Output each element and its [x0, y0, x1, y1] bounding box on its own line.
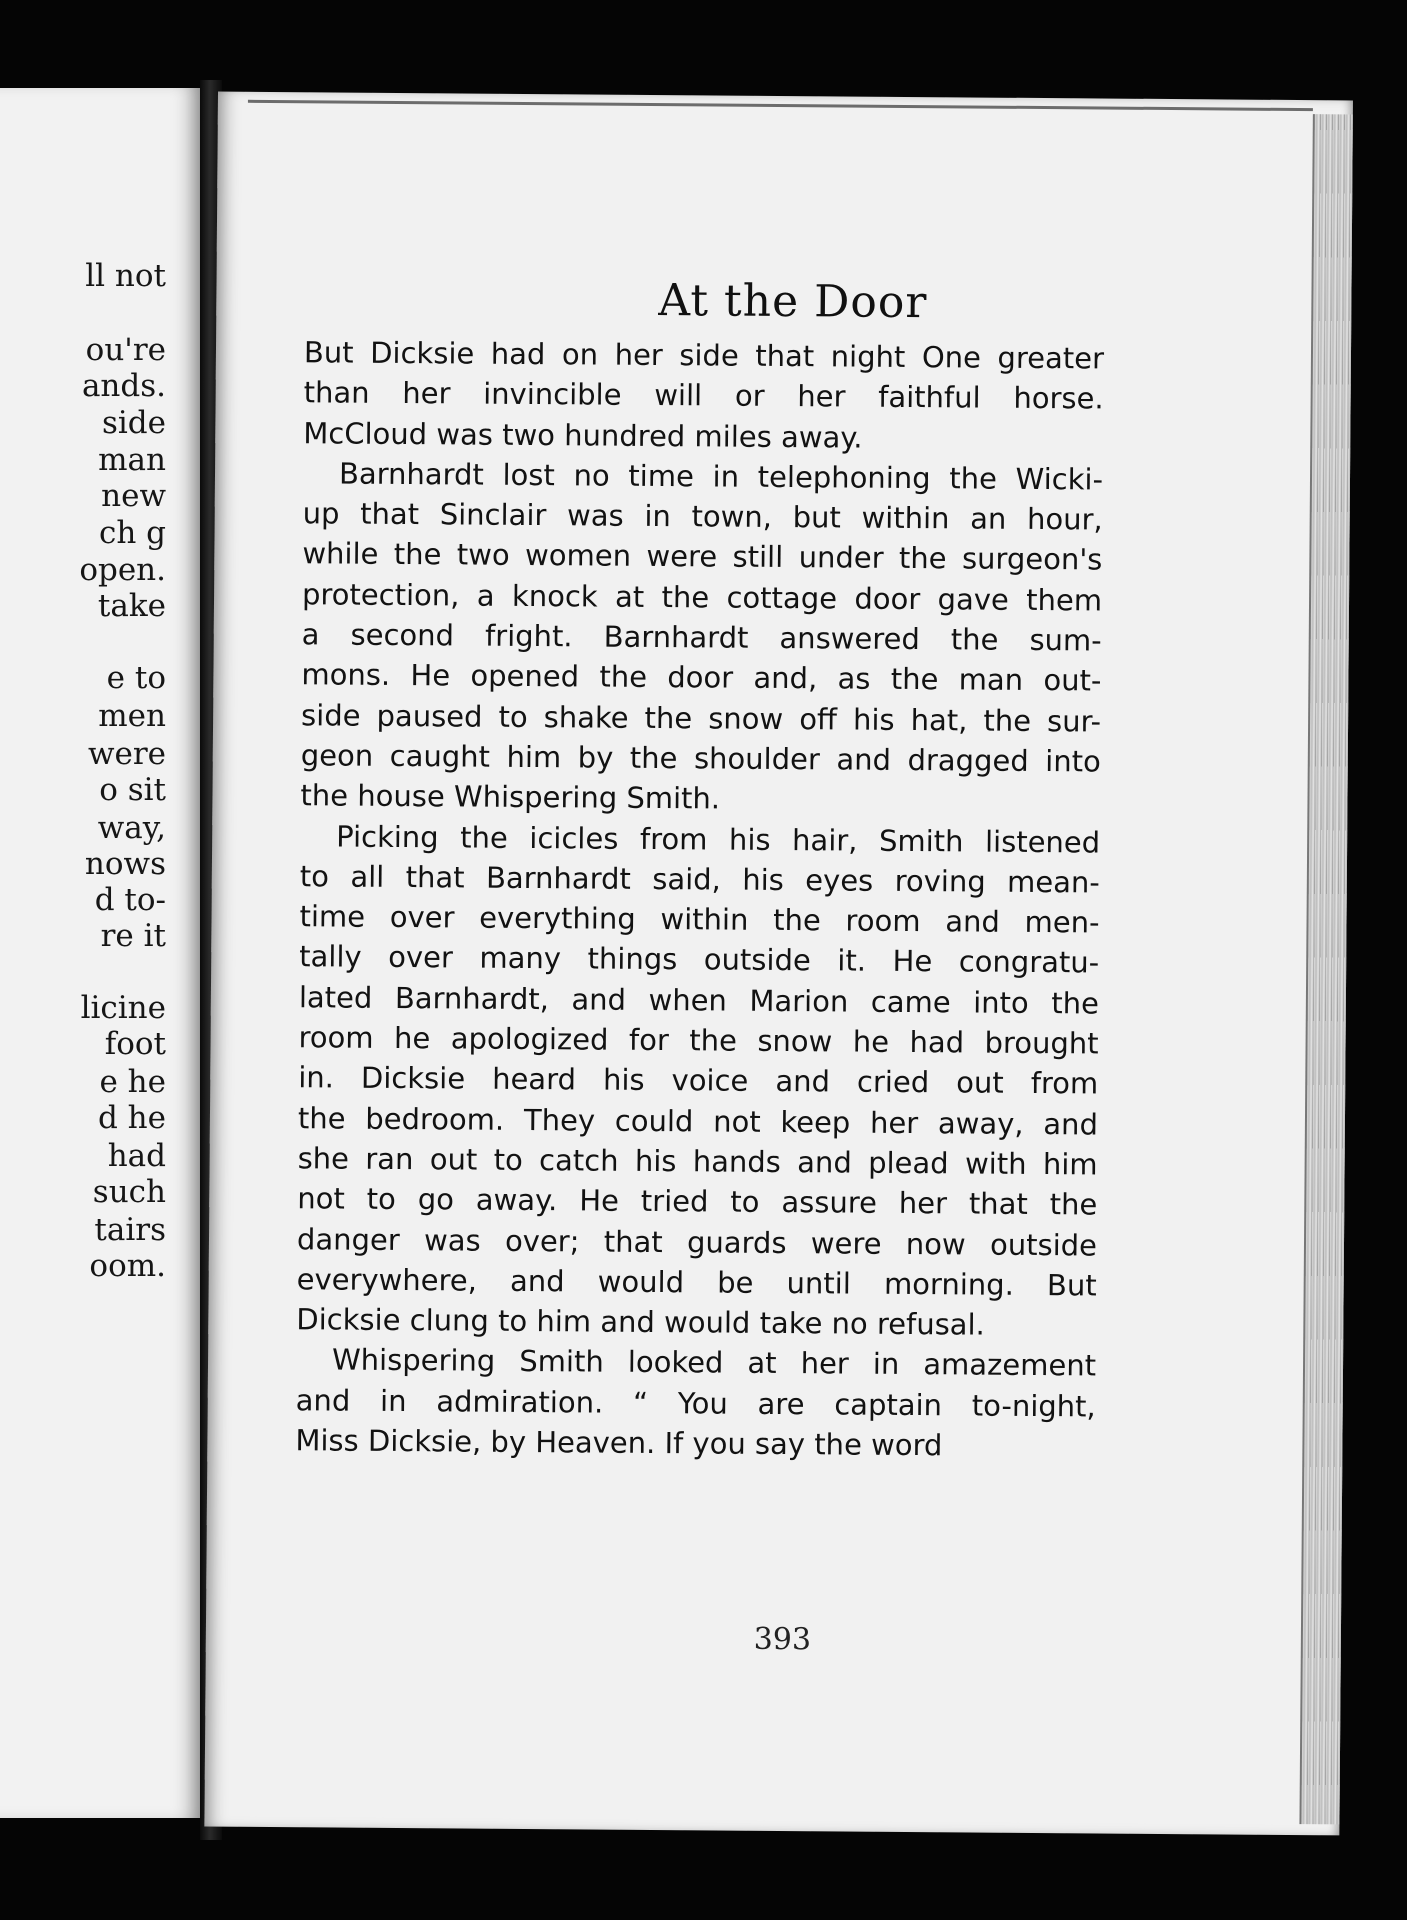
page-top-edge — [248, 100, 1313, 111]
previous-page-line: ands. — [81, 368, 166, 404]
previous-page-line: d he — [97, 1100, 166, 1136]
text-line: everywhere, and would be until morning. But — [296, 1262, 1097, 1303]
previous-page-line: such — [92, 1174, 166, 1210]
text-line: while the two women were still under the surgeon's — [302, 536, 1103, 577]
text-line: a second fright. Barnhardt answered the sum- — [301, 617, 1102, 658]
previous-page-line: tairs — [94, 1212, 166, 1248]
previous-page-line: e to — [106, 660, 166, 696]
previous-page-line: take — [97, 588, 166, 624]
previous-page-line: ou're — [85, 332, 166, 368]
previous-page-line: oom. — [89, 1248, 166, 1284]
previous-page-line: were — [87, 736, 166, 772]
text-line: room he apologized for the snow he had brought — [298, 1020, 1099, 1061]
text-line: lated Barnhardt, and when Marion came into the — [298, 979, 1100, 1021]
previous-page-line: open. — [79, 552, 166, 588]
previous-page-line: way, — [97, 810, 166, 846]
previous-page-text — [0, 88, 200, 1818]
text-line: the house Whispering Smith. — [300, 778, 721, 816]
previous-page-line: re it — [100, 918, 166, 954]
text-line: But Dicksie had on her side that night One greater — [303, 335, 1105, 376]
previous-page-line: licine — [80, 990, 166, 1026]
previous-page-line: side — [101, 405, 166, 441]
text-line: tally over many things outside it. He congratu- — [299, 939, 1100, 980]
text-line: and in admiration. “ You are captain to-night, — [295, 1382, 1096, 1424]
text-line: than her invincible will or her faithful horse. — [303, 375, 1104, 416]
text-line: danger was over; that guards were now outside — [296, 1221, 1098, 1263]
previous-page-line: d to- — [94, 882, 166, 918]
chapter-title: At the Door — [658, 275, 928, 329]
text-line: Miss Dicksie, by Heaven. If you say the word — [295, 1423, 943, 1463]
text-line: not to go away. He tried to assure her that the — [297, 1181, 1098, 1222]
previous-page-line: ll not — [85, 258, 166, 294]
body-text — [295, 332, 1104, 1467]
text-line: McCloud was two hundred miles away. — [303, 415, 863, 455]
book-page — [204, 92, 1353, 1836]
previous-page — [0, 88, 203, 1818]
page-number: 393 — [753, 1621, 812, 1658]
text-line: Picking the icicles from his hair, Smith listened — [336, 819, 1101, 860]
text-line: geon caught him by the shoulder and dragged into — [300, 738, 1101, 779]
text-line: mons. He opened the door and, as the man out- — [301, 657, 1102, 698]
text-line: protection, a knock at the cottage door gave them — [301, 577, 1103, 618]
text-line: up that Sinclair was in town, but within an hour, — [302, 496, 1103, 537]
previous-page-line: ch g — [98, 515, 166, 551]
previous-page-line: o sit — [99, 772, 166, 808]
text-line: the bedroom. They could not keep her away, and — [297, 1100, 1099, 1142]
previous-page-line: men — [98, 698, 166, 734]
previous-page-line: had — [107, 1138, 166, 1174]
previous-page-line: nows — [84, 846, 166, 882]
previous-page-line: foot — [104, 1026, 166, 1062]
previous-page-line: e he — [99, 1064, 166, 1100]
text-line: Dicksie clung to him and would take no refusal. — [296, 1302, 985, 1342]
text-line: she ran out to catch his hands and plead with him — [297, 1141, 1098, 1182]
page-edges — [1299, 114, 1352, 1824]
text-line: Whispering Smith looked at her in amazement — [331, 1342, 1097, 1383]
text-line: in. Dicksie heard his voice and cried out from — [298, 1060, 1099, 1101]
text-line: side paused to shake the snow off his hat, the sur- — [300, 697, 1102, 739]
previous-page-line: man — [98, 442, 166, 478]
text-line: Barnhardt lost no time in telephoning the Wicki- — [338, 456, 1104, 497]
text-line: time over everything within the room and men- — [299, 899, 1100, 940]
previous-page-line: new — [101, 478, 166, 514]
text-line: to all that Barnhardt said, his eyes roving mean- — [299, 859, 1100, 900]
